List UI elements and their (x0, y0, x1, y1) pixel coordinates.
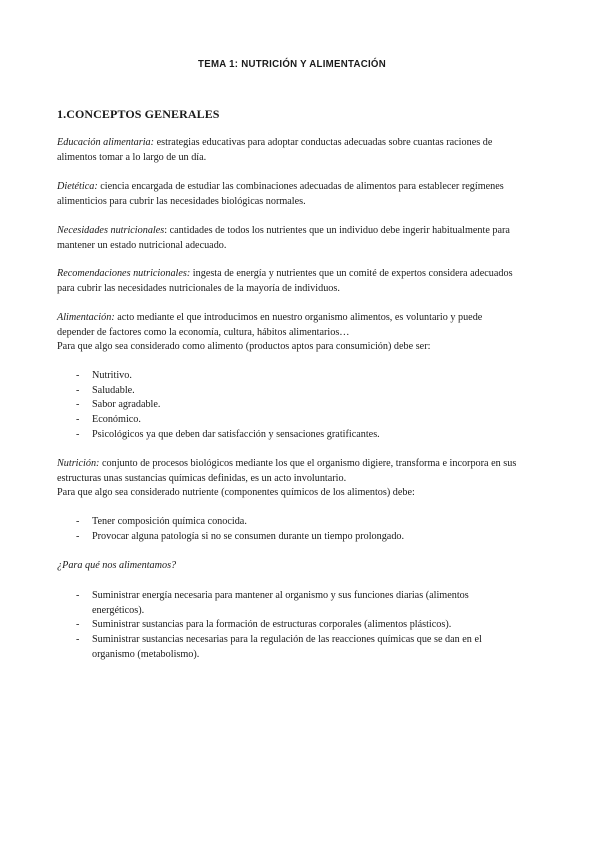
list-item: - Suministrar sustancias para la formación de estructuras corporales (alimentos plásticos). (76, 618, 521, 633)
list-item: - Nutritivo. (76, 369, 521, 384)
definition-text: conjunto de procesos biológicos mediante los que el organismo digiere, transforma e incorpora en sus estructuras unas sustancias químicas definidas, es un acto involuntario. (57, 458, 517, 484)
list-item: - Económico. (76, 413, 521, 428)
nutriente-intro: Para que algo sea considerado nutriente (componentes químicos de los alimentos) debe: (57, 487, 415, 498)
list-item: - Tener composición química conocida. (76, 515, 521, 530)
question-list (76, 589, 521, 663)
section-heading: 1.CONCEPTOS GENERALES (57, 107, 220, 121)
list-item: - Saludable. (76, 384, 521, 399)
definition-term: Recomendaciones nutricionales: (57, 268, 191, 279)
definition-educacion-alimentaria (57, 136, 521, 165)
list-item: - Psicológicos ya que deben dar satisfacción y sensaciones gratificantes. (76, 428, 521, 443)
definition-alimentacion (57, 311, 521, 355)
list-item: - Suministrar energía necesaria para mantener al organismo y sus funciones diarias (alimentos energéticos). (76, 589, 521, 618)
list-item: - Suministrar sustancias necesarias para la regulación de las reacciones químicas que se dan en el organismo (metabolismo). (76, 633, 521, 662)
definition-text: estrategias educativas para adoptar conductas adecuadas sobre cuantas raciones de alimentos tomar a lo largo de un día. (57, 137, 493, 163)
definition-text: : cantidades de todos los nutrientes que un individuo debe ingerir habitualmente para mantener un estado nutricional adecuado. (57, 225, 510, 251)
document-title: TEMA 1: NUTRICIÓN Y ALIMENTACIÓN (198, 58, 386, 70)
definition-dietetica (57, 180, 521, 209)
list-item: - Sabor agradable. (76, 398, 521, 413)
alimento-intro: Para que algo sea considerado como alimento (productos aptos para consumición) debe ser: (57, 341, 431, 352)
definition-text: ingesta de energía y nutrientes que un comité de expertos considera adecuados para cubrir las necesidades nutricionales de la mayoría de individuos. (57, 268, 513, 294)
definition-term: Alimentación: (57, 312, 115, 323)
definition-term: Educación alimentaria: (57, 137, 155, 148)
alimento-list (76, 369, 521, 443)
definition-text: acto mediante el que introducimos en nuestro organismo alimentos, es voluntario y puede depender de factores como la economía, cultura, hábitos alimentarios… (57, 312, 483, 338)
definition-term: Dietética: (57, 181, 98, 192)
question-heading: ¿Para qué nos alimentamos? (57, 560, 177, 571)
definition-term: Necesidades nutricionales (57, 225, 165, 236)
list-item: - Provocar alguna patología si no se consumen durante un tiempo prolongado. (76, 530, 521, 545)
definition-nutricion (57, 457, 521, 501)
definition-text: ciencia encargada de estudiar las combinaciones adecuadas de alimentos para establecer regímenes alimenticios para cubrir las necesidades biológicas normales. (57, 181, 504, 207)
definition-term: Nutrición: (57, 458, 100, 469)
nutriente-list (76, 515, 521, 544)
definition-necesidades-nutricionales (57, 224, 521, 253)
definition-recomendaciones-nutricionales (57, 267, 521, 296)
